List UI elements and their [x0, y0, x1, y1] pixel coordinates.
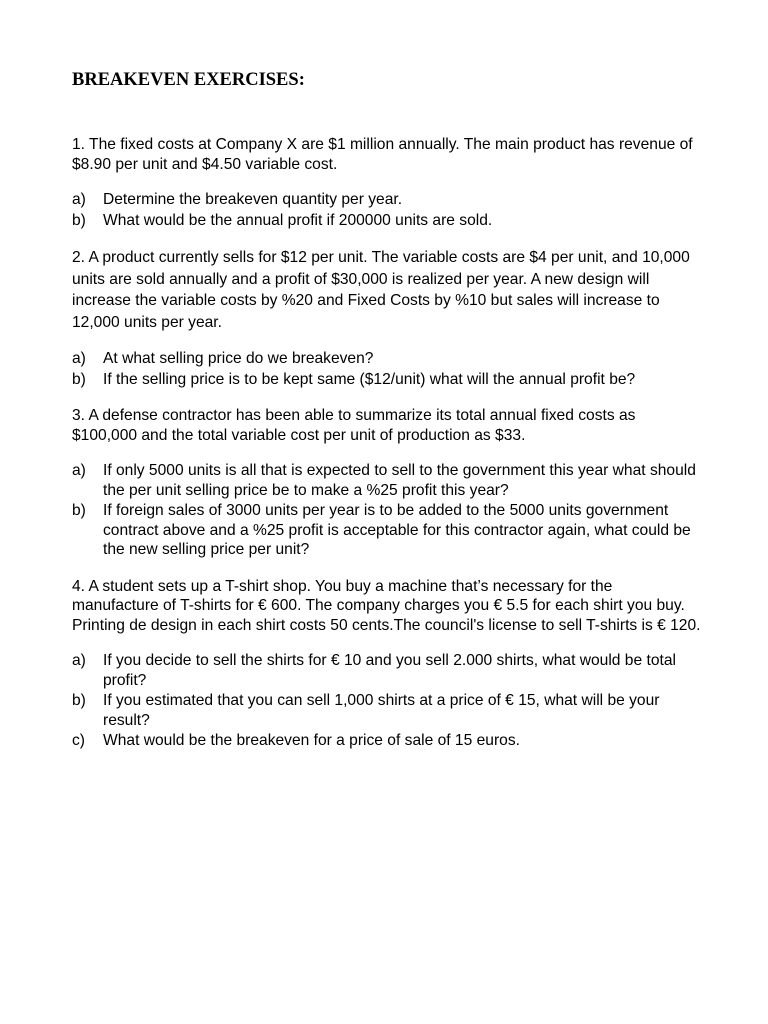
- sub-question-label: b): [72, 370, 86, 388]
- sub-question-label: a): [72, 652, 86, 669]
- sub-question-text: What would be the annual profit if 200000 units are sold.: [103, 211, 493, 229]
- sub-question-text: If only 5000 units is all that is expected to sell to the government this year what should the per unit selling price be to make a %25 profit this year?: [103, 462, 696, 499]
- sub-question-label: a): [72, 462, 86, 479]
- sub-question-label: b): [72, 502, 86, 519]
- sub-question: [72, 651, 702, 690]
- sub-question-label: c): [72, 732, 85, 749]
- sub-question-label: a): [72, 350, 86, 367]
- sub-question-label: b): [72, 692, 86, 709]
- problem-2: [72, 247, 702, 389]
- problem-3: [72, 406, 702, 560]
- sub-question-text: What would be the breakeven for a price of sale of 15 euros.: [103, 732, 520, 749]
- sub-question-text: At what selling price do we breakeven?: [103, 350, 374, 367]
- problem-statement: 4. A student sets up a T-shirt shop. You buy a machine that’s necessary for the manufacture of T-shirts for € 600. The company charges you € 5.5 for each shirt you buy. Printing de design in each shirt costs 50 cents.The council's license to sell T-shirts is € 120.: [72, 577, 701, 634]
- document-title: BREAKEVEN EXERCISES:: [72, 70, 305, 90]
- sub-question-label: a): [72, 191, 86, 208]
- document-page: [72, 68, 702, 768]
- sub-question: [72, 349, 702, 369]
- sub-question-text: If you decide to sell the shirts for € 10 and you sell 2.000 shirts, what would be total profit?: [103, 652, 676, 689]
- problem-statement: 2. A product currently sells for $12 per unit. The variable costs are $4 per unit, and 10,000 units are sold annually and a profit of $30,000 is realized per year. A new design will increase the variable costs by %20 and Fixed Costs by %10 but sales will increase to 12,000 units per year.: [72, 249, 690, 331]
- sub-question-text: If the selling price is to be kept same ($12/unit) what will the annual profit be?: [103, 370, 636, 388]
- sub-question-text: Determine the breakeven quantity per year.: [103, 191, 403, 208]
- problem-statement: 1. The fixed costs at Company X are $1 million annually. The main product has revenue of $8.90 per unit and $4.50 variable cost.: [72, 136, 693, 173]
- sub-question: [72, 501, 702, 560]
- sub-question: [72, 190, 702, 210]
- problem-4: [72, 577, 702, 751]
- sub-question-text: If foreign sales of 3000 units per year is to be added to the 5000 units government contract above and a %25 profit is acceptable for this contractor again, what could be the new selling price per unit?: [103, 502, 691, 558]
- sub-question: [72, 370, 702, 390]
- problem-1: [72, 135, 702, 230]
- problem-statement: 3. A defense contractor has been able to summarize its total annual fixed costs as $100,000 and the total variable cost per unit of production as $33.: [72, 407, 636, 444]
- sub-question-label: b): [72, 211, 86, 229]
- sub-question: [72, 211, 702, 231]
- sub-question: [72, 461, 702, 500]
- sub-question: [72, 691, 702, 730]
- sub-question: [72, 731, 702, 751]
- sub-question-text: If you estimated that you can sell 1,000 shirts at a price of € 15, what will be your result?: [103, 692, 660, 729]
